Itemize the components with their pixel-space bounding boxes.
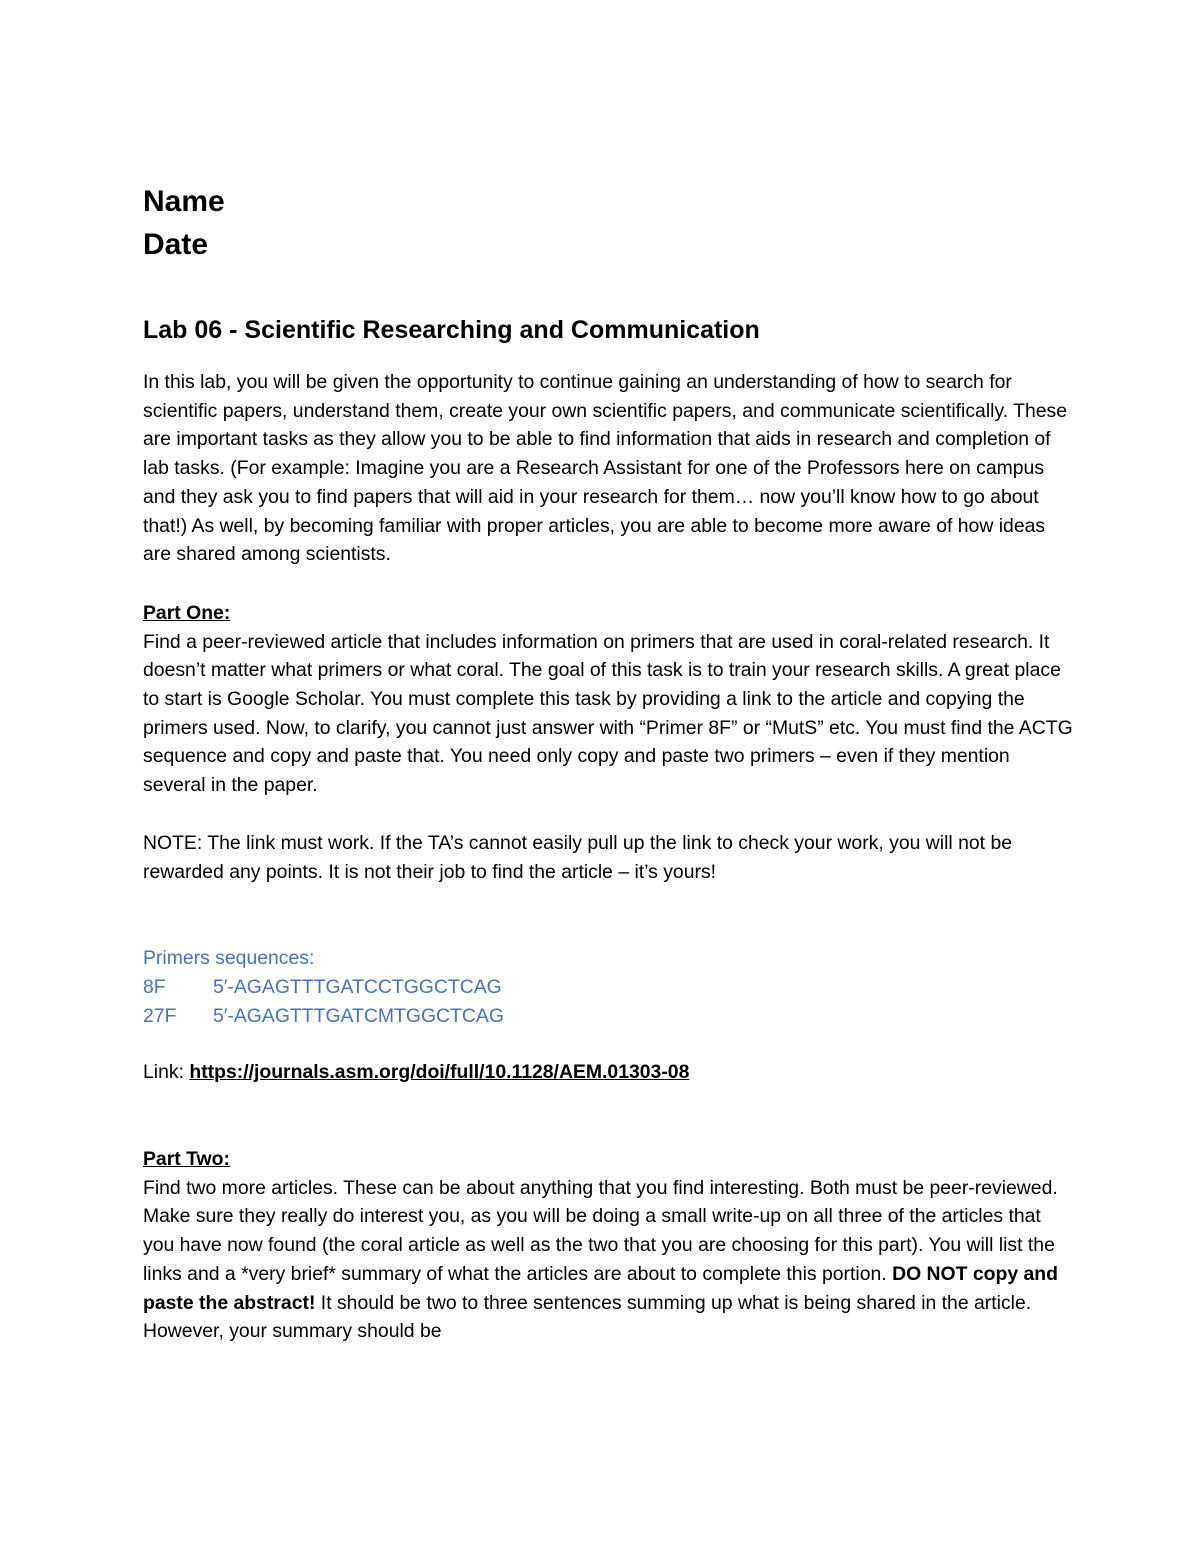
- part-two-heading: Part Two:: [143, 1148, 230, 1171]
- part-two-body: [143, 1174, 1073, 1346]
- article-link[interactable]: https://journals.asm.org/doi/full/10.1128/AEM.01303-08: [189, 1061, 690, 1084]
- primer-row: [143, 973, 1073, 1002]
- note-paragraph: NOTE: The link must work. If the TA’s cannot easily pull up the link to check your work, you will not be rewarded any points. It is not their job to find the article – it’s yours!: [143, 831, 1013, 883]
- link-label: Link:: [143, 1061, 190, 1084]
- primer-sequence: 5′-AGAGTTTGATCCTGGCTCAG: [213, 975, 502, 998]
- part-one-heading: Part One:: [143, 601, 231, 624]
- primer-name: 8F: [143, 975, 166, 998]
- part-two-emphasis: DO NOT copy and paste the abstract!: [143, 1262, 1058, 1314]
- primers-heading: Primers sequences:: [143, 947, 315, 970]
- document-page: [143, 180, 1073, 1346]
- part-one-body: Find a peer-reviewed article that includes information on primers that are used in coral-related research. It doesn’t matter what primers or what coral. The goal of this task is to train your research skills. A great place to start is Google Scholar. You must complete this task by providing a link to the article and copying the primers used. Now, to clarify, you cannot just answer with “Primer 8F” or “MutS” etc. You must find the ACTG sequence and copy and paste that. You need only copy and paste two primers – even if they mention several in the paper.: [143, 630, 1073, 797]
- date-label: Date: [143, 228, 209, 261]
- intro-paragraph: In this lab, you will be given the opportunity to continue gaining an understanding of how to search for scientific papers, understand them, create your own scientific papers, and communicate scientifically. These are important tasks as they allow you to be able to find information that aids in research and completion of lab tasks. (For example: Imagine you are a Research Assistant for one of the Professors here on campus and they ask you to find papers that will aid in your research for them… now you’ll know how to go about that!) As well, by becoming familiar with proper articles, you are able to become more aware of how ideas are shared among scientists.: [143, 371, 1068, 566]
- primer-row: [143, 1002, 1073, 1031]
- part-two-body-end: It should be two to three sentences summing up what is being shared in the article. However, your summary should be: [143, 1291, 1032, 1343]
- name-label: Name: [143, 185, 225, 218]
- lab-title: Lab 06 - Scientific Researching and Communication: [143, 316, 760, 344]
- primer-name: 27F: [143, 1004, 177, 1027]
- part-two-body-start: Find two more articles. These can be about anything that you find interesting. Both must be peer-reviewed. Make sure they really do interest you, as you will be doing a small write-up on all three of the articles that you have now found (the coral article as well as the two that you are choosing for this part). You will list the links and a *very brief* summary of what the articles are about to complete this portion.: [143, 1176, 1058, 1285]
- primer-sequence: 5′-AGAGTTTGATCMTGGCTCAG: [213, 1004, 504, 1027]
- part-one-label: [143, 599, 1073, 628]
- link-row: [143, 1058, 1073, 1087]
- part-two-label: [143, 1145, 1073, 1174]
